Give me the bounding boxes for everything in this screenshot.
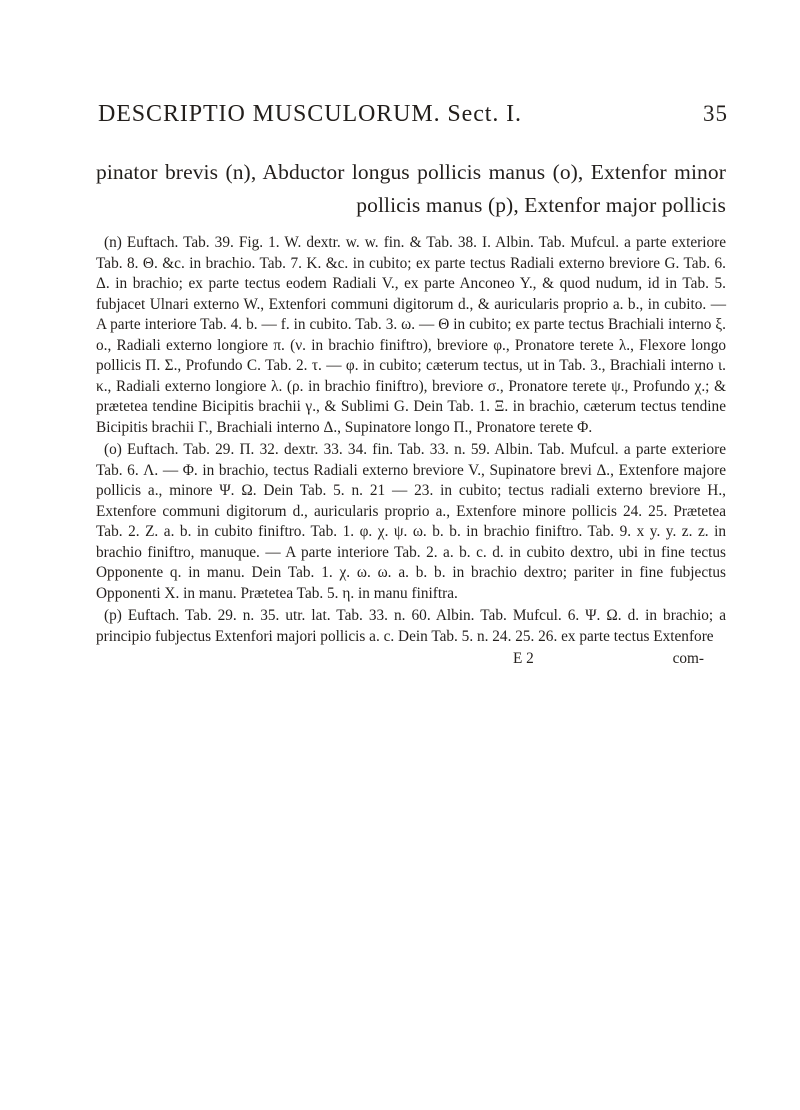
footnote-n: (n) Euftach. Tab. 39. Fig. 1. W. dextr. w. w. fin. & Tab. 38. I. Albin. Tab. Mufcul. a parte exteriore Tab. 8. Θ. &c. in brachio. Tab. 7. K. &c. in cubito; ex parte tectus Radiali externo breviore G. Tab. 6. Δ. in brachio; ex parte tectus eodem Radiali V., ex parte Anconeo Y., & quod nudum, id in Tab. 5. fubjacet Ulnari externo W., Extenfori communi digitorum d., & auricularis proprio a. b., in cubito. — A parte interiore Tab. 4. b. — f. in cubito. Tab. 3. ω. — Θ in cubito; ex parte tectus Brachiali interno ξ. ο., Radiali externo longiore π. (ν. in brachio finiftro), breviore φ., Pronatore terete λ., Flexore longo pollicis Π. Σ., Profundo C. Tab. 2. τ. — φ. in cubito; cæterum tectus, ut in Tab. 3., Brachiali interno ι. κ., Radiali externo longiore λ. (ρ. in brachio finiftro), breviore σ., Pronatore terete ψ., Profundo χ.; & prætetea tendine Bicipitis brachii γ., & Sublimi G. Dein Tab. 1. Ξ. in brachio, cæterum tectus tendine Bicipitis brachii Γ., Brachiali interno Δ., Supinatore longo Π., Pronatore terete Φ. (96, 234, 726, 436)
main-paragraph: pinator brevis (n), Abductor longus pollicis manus (o), Extenfor minor pollicis manus (p), Extenfor major pollicis (96, 160, 726, 217)
page-number: 35 (703, 101, 728, 126)
body-text (96, 156, 726, 669)
page-footer (96, 649, 726, 669)
footnotes (96, 233, 726, 647)
running-title: DESCRIPTIO MUSCULORUM. Sect. I. (98, 101, 522, 127)
signature-mark: E 2 (513, 650, 534, 667)
footnote-o: (o) Euftach. Tab. 29. Π. 32. dextr. 33. 34. fin. Tab. 33. n. 59. Albin. Tab. Mufcul. a parte exteriore Tab. 6. Λ. — Φ. in brachio, tectus Radiali externo breviore V., Supinatore brevi Δ., Extenfore majore pollicis a., minore Ψ. Ω. Dein Tab. 5. n. 21 — 23. in cubito; tectus radiali externo breviore H., Extenfore communi digitorum d., auricularis proprio a., Extenfore minore pollicis 24. 25. Prætetea Tab. 2. Z. a. b. in cubito finiftro. Tab. 1. φ. χ. ψ. ω. b. b. in brachio finiftro. Tab. 9. x y. y. z. z. in brachio finiftro, manuque. — A parte interiore Tab. 2. a. b. c. d. in cubito dextro, ubi in fine tectus Opponente q. in manu. Dein Tab. 1. χ. ω. ω. a. b. b. in brachio dextro; pariter in fine fubjectus Opponenti X. in manu. Prætetea Tab. 5. η. in manu finiftra. (96, 441, 726, 602)
running-head (98, 101, 728, 129)
footnote-p: (p) Euftach. Tab. 29. n. 35. utr. lat. Tab. 33. n. 60. Albin. Tab. Mufcul. 6. Ψ. Ω. d. in brachio; a principio fubjectus Extenfori majori pollicis a. c. Dein Tab. 5. n. 24. 25. 26. ex parte tectus Extenfore (96, 607, 726, 645)
catchword: com- (672, 650, 704, 667)
